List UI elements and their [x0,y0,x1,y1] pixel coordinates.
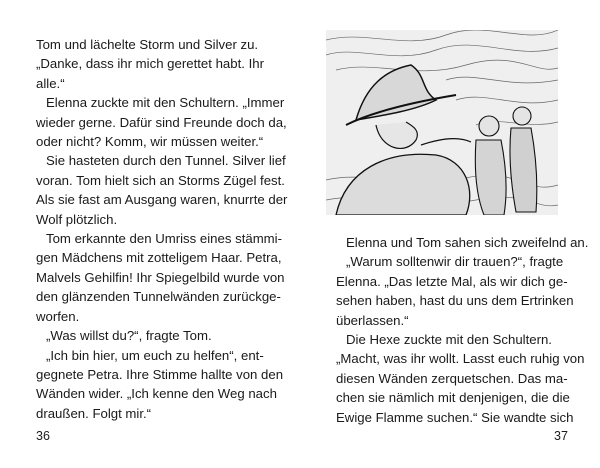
text-line: voran. Tom hielt sich an Storms Zügel fest. [36,172,285,188]
illustration-drawing [326,30,558,215]
text-line: draußen. Folgt mir.“ [36,405,152,421]
text-line: Als sie fast am Ausgang waren, knurrte der [36,192,288,208]
text-line: Elenna und Tom sahen sich zweifelnd an. [346,235,589,250]
text-line: Elenna. „Das letzte Mal, als wir dich ge- [336,273,568,289]
text-line: Elenna zuckte mit den Schultern. „Immer [46,95,285,111]
text-line: Wänden wider. „Ich kenne den Weg nach [36,386,277,402]
text-line: Ewige Flamme suchen.“ Sie wandte sich [336,409,574,425]
text-line: worfen. [36,308,80,324]
text-line: gen Mädchens mit zotteligem Haar. Petra, [36,250,282,266]
text-line: „Danke, dass ihr mich gerettet habt. Ihr [36,56,264,72]
text-line: den glänzenden Tunnelwänden zurückge- [36,289,281,305]
text-line: wieder gerne. Dafür sind Freunde doch da, [36,114,287,130]
text-line: chen sie nämlich mit denjenigen, die die [336,390,570,406]
page-number: 37 [554,429,568,443]
left-page-text [36,35,288,423]
text-line: überlassen.“ [336,312,409,328]
text-line: oder nicht? Komm, wir müssen weiter.“ [36,134,264,150]
illustration [326,30,558,215]
text-line: diesen Wänden zerquetschen. Das ma- [336,370,568,386]
text-line: „Ich bin hier, um euch zu helfen“, ent- [46,347,264,363]
text-line: alle.“ [36,75,65,91]
text-line: Sie hasteten durch den Tunnel. Silver lief [46,153,286,169]
text-line: „Macht, was ihr wollt. Lasst euch ruhig von [336,351,585,367]
text-line: Tom und lächelte Storm und Silver zu. [36,37,259,52]
text-line: Malvels Gehilfin! Ihr Spiegelbild wurde von [36,269,285,285]
text-line: „Was willst du?“, fragte Tom. [46,328,212,344]
text-line: sehen haben, hast du uns dem Ertrinken [336,293,574,309]
text-line: „Warum solltenwir dir trauen?“, fragte [346,254,564,270]
text-line: Tom erkannte den Umriss eines stämmi- [46,231,282,247]
text-line: Die Hexe zuckte mit den Schultern. [346,332,552,348]
text-line: Wolf plötzlich. [36,211,118,227]
right-page-text [336,233,589,427]
page-number: 36 [36,429,50,443]
text-line: gegnete Petra. Ihre Stimme hallte von den [36,366,284,382]
